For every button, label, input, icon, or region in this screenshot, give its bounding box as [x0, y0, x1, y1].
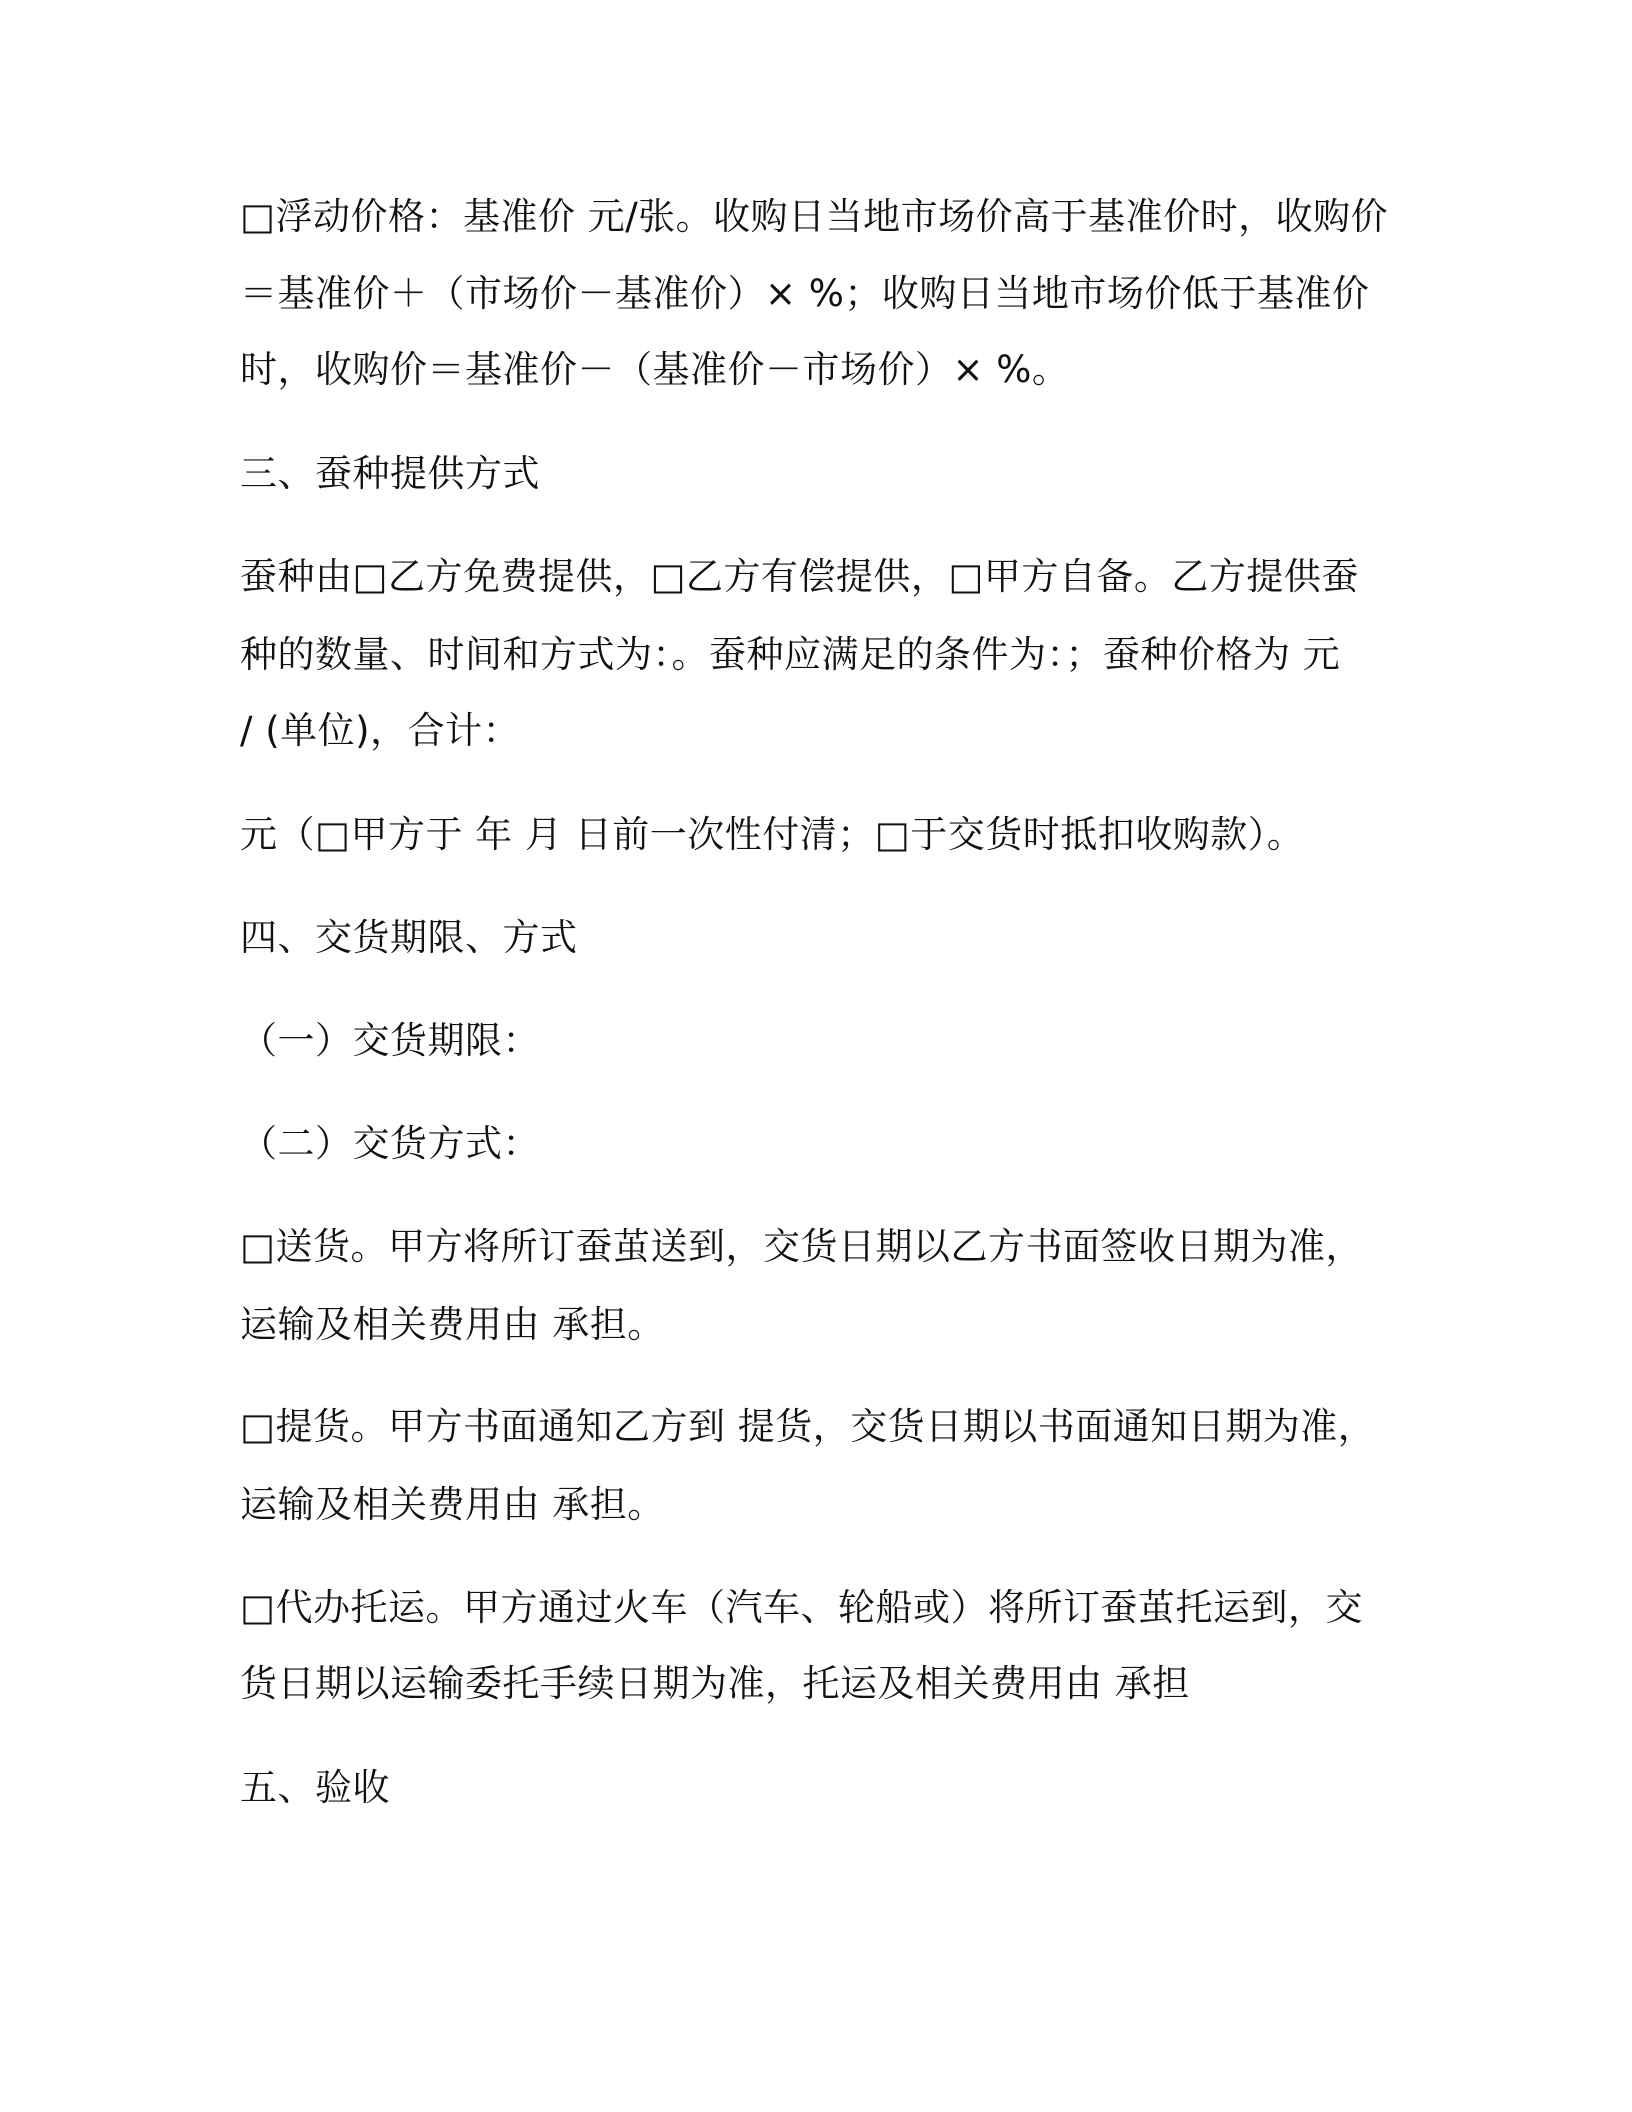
silkworm-payment-line: 元（□甲方于 年 月 日前一次性付清；□于交货时抵扣收购款）。 [240, 813, 1305, 856]
delivery-term-item: （一）交货期限： [240, 1019, 540, 1062]
silkworm-supply-line-3: / (单位)，合计： [240, 709, 521, 752]
pickup-line-1: □提货。甲方书面通知乙方到 提货，交货日期以书面通知日期为准， [240, 1405, 1376, 1448]
send-goods-line-2: 运输及相关费用由 承担。 [240, 1303, 665, 1346]
silkworm-supply-line-1: 蚕种由□乙方免费提供，□乙方有偿提供，□甲方自备。乙方提供蚕 [240, 555, 1359, 598]
send-goods-line-1: □送货。甲方将所订蚕茧送到，交货日期以乙方书面签收日期为准， [240, 1225, 1363, 1268]
consignment-line-1: □代办托运。甲方通过火车（汽车、轮船或）将所订蚕茧托运到，交 [240, 1586, 1363, 1629]
section-heading-silkworm-supply: 三、蚕种提供方式 [240, 452, 540, 495]
floating-price-line-2: ＝基准价＋（市场价－基准价）× %；收购日当地市场价低于基准价 [240, 272, 1370, 315]
consignment-line-2: 货日期以运输委托手续日期为准，托运及相关费用由 承担 [240, 1662, 1190, 1705]
silkworm-supply-line-2: 种的数量、时间和方式为：。蚕种应满足的条件为：；蚕种价格为 元 [240, 633, 1341, 676]
section-heading-inspection: 五、验收 [240, 1766, 390, 1809]
delivery-method-item: （二）交货方式： [240, 1122, 540, 1165]
floating-price-line-1: □浮动价格：基准价 元/张。收购日当地市场价高于基准价时，收购价 [240, 195, 1389, 238]
pickup-line-2: 运输及相关费用由 承担。 [240, 1483, 665, 1526]
section-heading-delivery: 四、交货期限、方式 [240, 916, 578, 959]
floating-price-line-3: 时，收购价＝基准价－（基准价－市场价）× %。 [240, 348, 1070, 391]
